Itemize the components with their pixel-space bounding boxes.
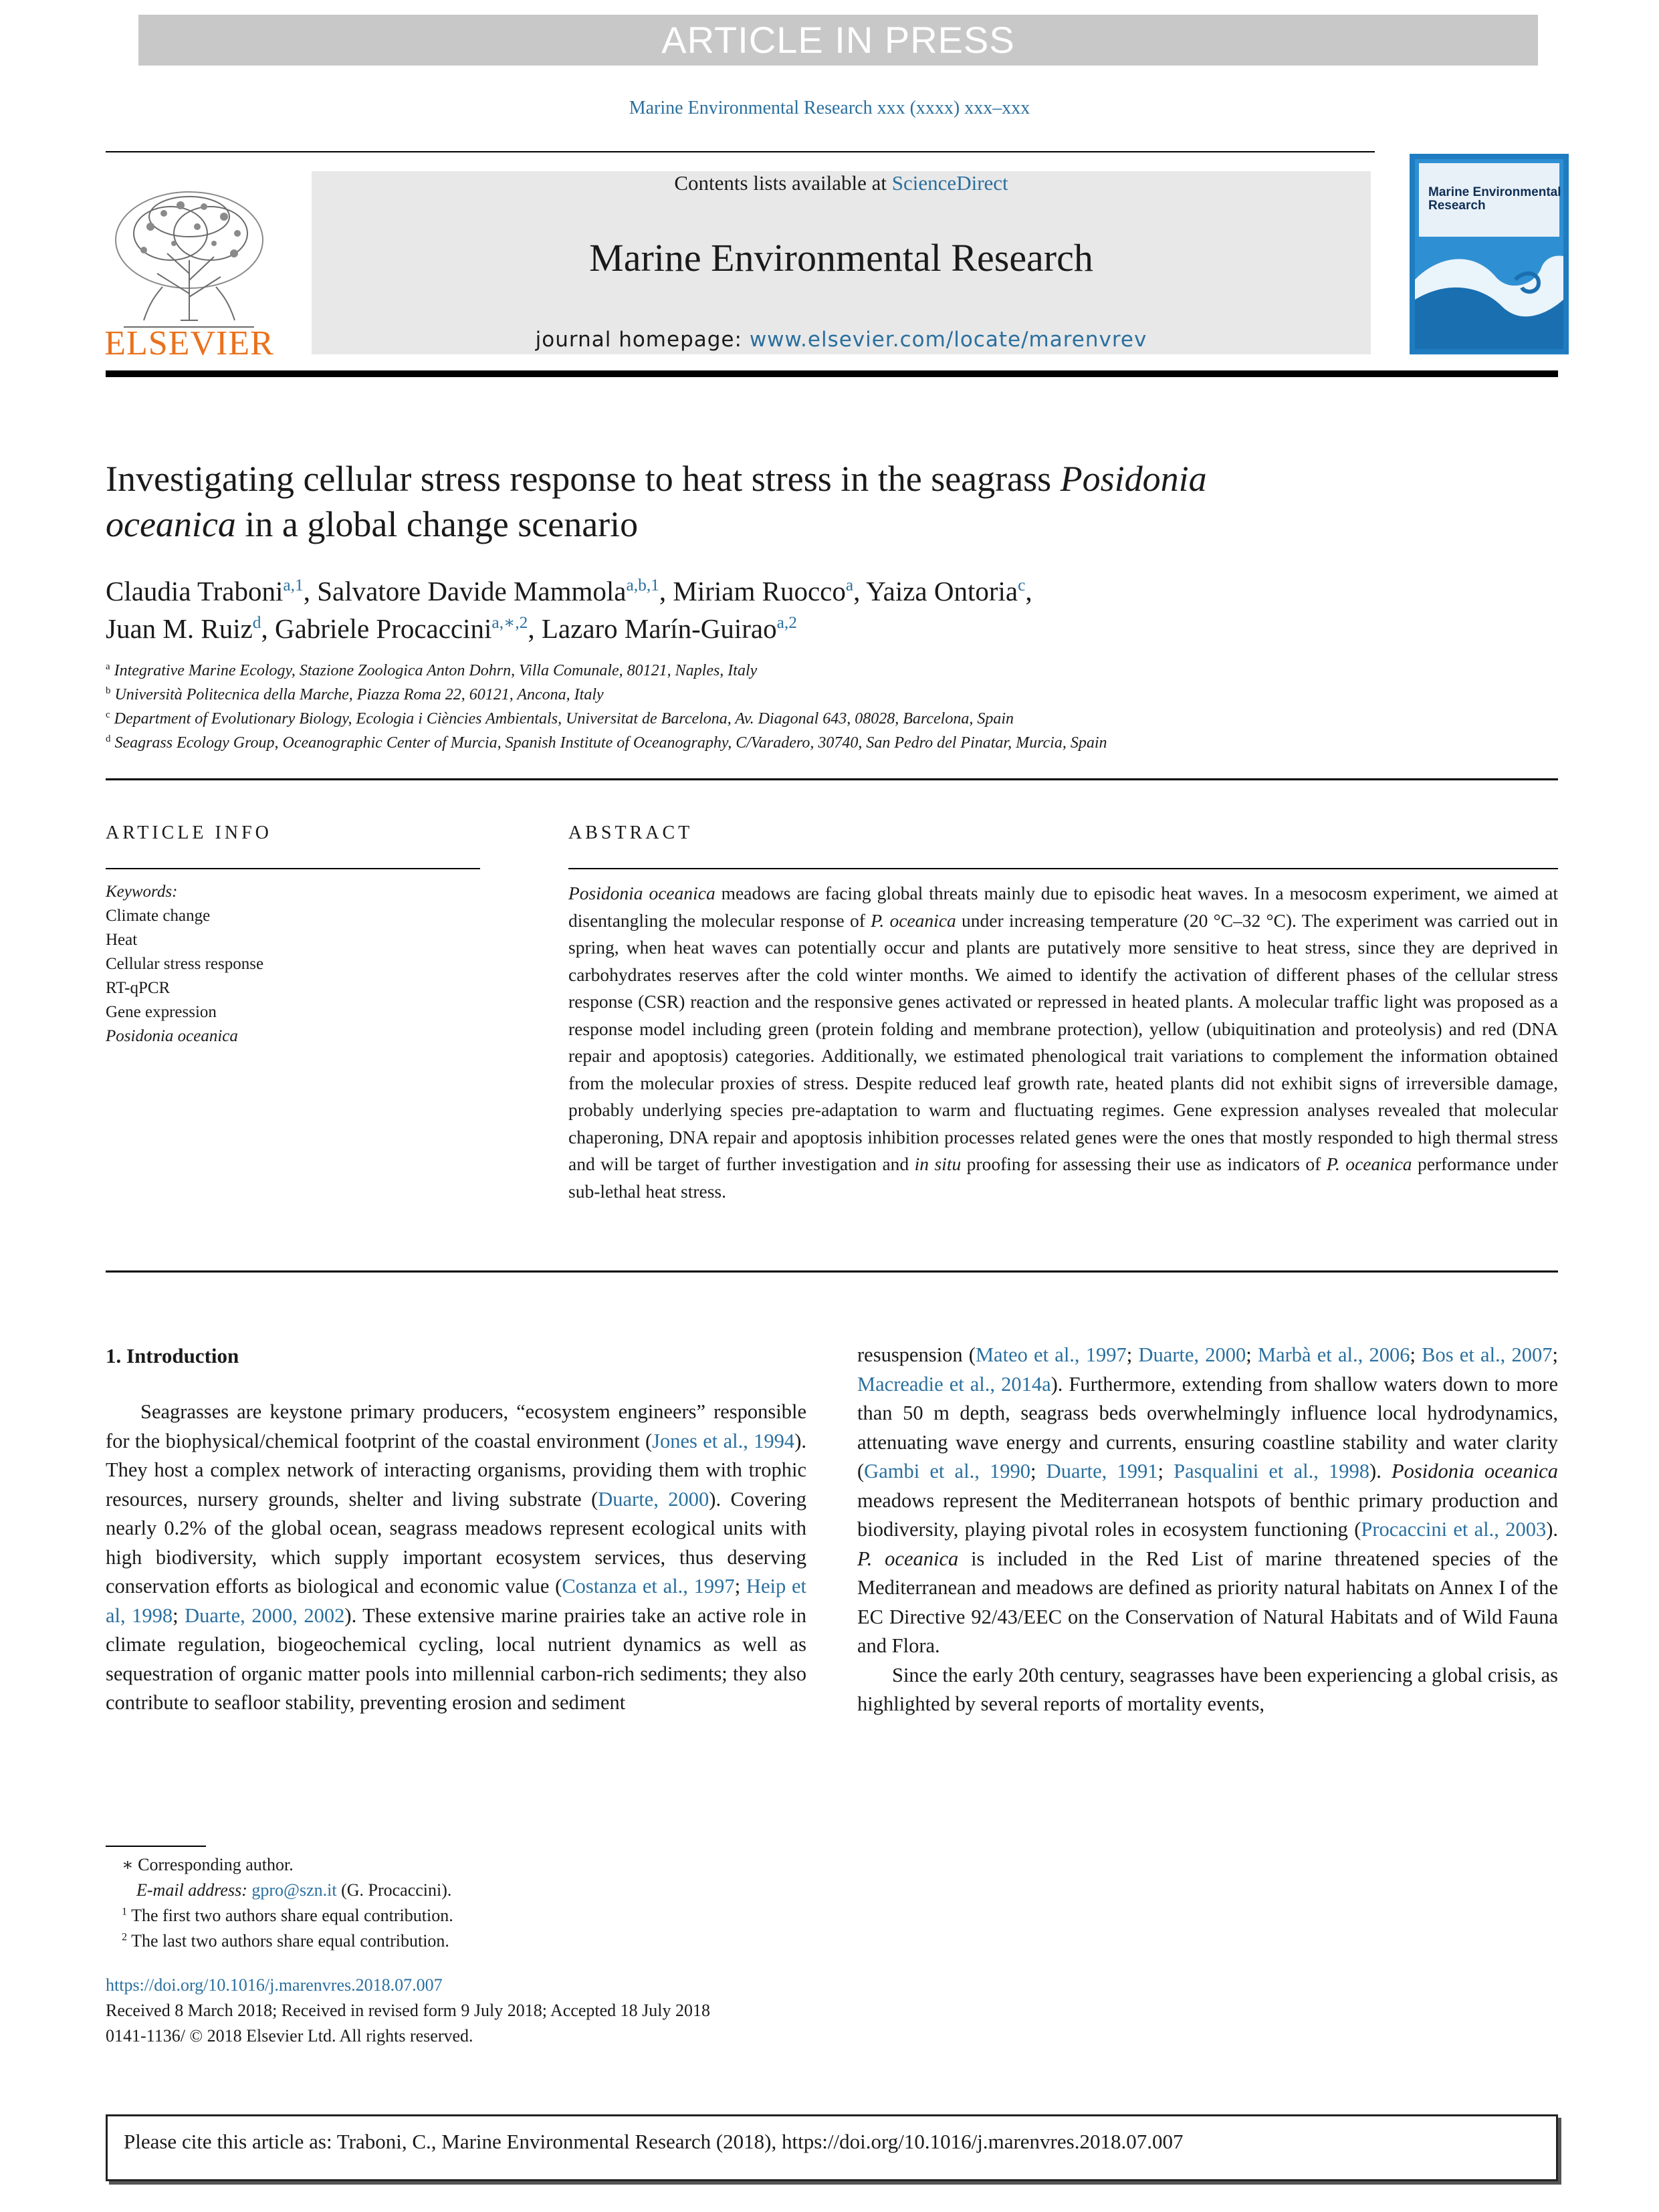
email-note: E-mail address: gpro@szn.it (G. Procaccini). [136,1880,452,1900]
citation-link[interactable]: Duarte, 2000, 2002 [185,1603,345,1627]
citation-link[interactable]: Bos et al., 2007 [1422,1343,1553,1366]
intro-right-column: resuspension (Mateo et al., 1997; Duarte, 2000; Marbà et al., 2006; Bos et al., 2007; Macreadie et al., 2014a). Furthermore, extending from shallow waters down to more than 50 m depth, seagrass beds overwhelmingly influence local hydrodynamics, attenuating wave energy and currents, ensuring coastline stability and water clarity (Gambi et al., 1990; Duarte, 1991; Pasqualini et al., 1998). Posidonia oceanica meadows represent the Mediterranean hotspots of benthic primary production and biodiversity, playing pivotal roles in ecosystem functioning (Procaccini et al., 2003). P. oceanica is included in the Red List of marine threatened species of the Mediterranean and meadows are defined as priority natural habitats on Annex I of the EC Directive 92/43/EEC on the Conservation of Natural Habitats and of Wild Fauna and Flora. Since the early 20th century, seagrasses have been experiencing a global crisis, as highlighted by several reports of mortality events, [857,1343,1559,1715]
journal-name: Marine Environmental Research [589,236,1093,280]
title-species: oceanica [106,504,236,544]
elsevier-wordmark: ELSEVIER [104,324,274,362]
citation-link[interactable]: Jones et al., 1994 [652,1429,795,1452]
affiliation-b: $^b$ Università Politecnica della Marche, Piazza Roma 22, 60121, Ancona, Italy [106,685,604,703]
keyword: RT-qPCR [106,979,171,997]
author-list: Claudia Traboni$^{a,1}$, Salvatore Davide Mammola$^{a,b,1}$, Miriam Ruocco$^a$, Yaiza Ontoria$^c$, Juan M. Ruiz$^d$, Gabriele Procaccini$^{a,∗,2}$, Lazaro Marín-Guirao$^{a,2}$ [106,575,1032,644]
affiliation-a: $^a$ Integrative Marine Ecology, Stazione Zoologica Anton Dohrn, Villa Comunale, 80121, Naples, Italy [106,661,758,679]
intro-left-column: Seagrasses are keystone primary producers, “ecosystem engineers” responsible for the biophysical/chemical footprint of the coastal environment (Jones et al., 1994). They host a complex network of interacting organisms, providing them with trophic resources, nursery grounds, shelter and living substrate (Duarte, 2000). Covering nearly 0.2% of the global ocean, seagrass meadows represent ecological units with high biodiversity, which supply important ecosystem services, thus deserving conservation efforts as biological and economic value (Costanza et al., 1997; Heip et al, 1998; Duarte, 2000, 2002). These extensive marine prairies take an active role in climate regulation, biogeochemical cycling, local nutrient dynamics as well as sequestration of organic matter pools into millennial carbon-rich sediments; they also contribute to seafloor stability, preventing erosion and sediment [106,1400,807,1714]
cover-wave-icon [1415,239,1563,349]
keyword: Heat [106,931,138,949]
citation-link[interactable]: Pasqualini et al., 1998 [1174,1460,1370,1482]
title-genus: Posidonia [1060,459,1207,499]
sciencedirect-link[interactable]: ScienceDirect [891,171,1008,195]
article-info-heading: ARTICLE INFO [106,822,272,843]
contents-line [312,171,1371,195]
journal-cover-thumbnail [1410,154,1569,354]
footnote-1: $^1$ The first two authors share equal contribution. [122,1906,453,1925]
footnote-2: $^2$ The last two authors share equal contribution. [122,1931,449,1951]
citation-link[interactable]: Costanza et al., 1997 [562,1575,735,1597]
section-heading-introduction: 1. Introduction [106,1344,239,1367]
author[interactable]: Lazaro Marín-Guirao$^{a,2}$ [541,613,797,644]
abstract-rule [568,868,1558,869]
contents-prefix: Contents lists available at [674,171,887,195]
article-in-press-banner: ARTICLE IN PRESS [138,15,1538,66]
title-line1: Investigating cellular stress response to heat stress in the seagrass [106,459,1052,499]
corresponding-author-note: ∗ Corresponding author. [122,1855,294,1874]
keyword: Posidonia oceanica [106,1027,238,1045]
title-line2: in a global change scenario [245,504,639,544]
article-title [106,456,1577,547]
header-bottom-rule [106,370,1558,377]
citation-link[interactable]: Heip et al, 1998 [106,1575,806,1627]
cover-title: Marine Environmental Research [1428,185,1561,213]
author[interactable]: Claudia Traboni$^{a,1}$ [106,575,304,606]
journal-homepage [312,328,1371,352]
cite-this-article-box [106,2114,1558,2181]
citation-link[interactable]: Mateo et al., 1997 [975,1343,1127,1366]
citation-link[interactable]: Marbà et al., 2006 [1257,1343,1410,1366]
homepage-prefix: journal homepage: [535,328,742,352]
header-top-rule [106,151,1375,152]
keyword: Gene expression [106,1003,217,1021]
abstract-bottom-rule [106,1270,1558,1273]
received-dates: Received 8 March 2018; Received in revised form 9 July 2018; Accepted 18 July 2018 [106,2001,711,2020]
journal-reference[interactable]: Marine Environmental Research xxx (xxxx) xxx–xxx [629,98,1030,118]
author[interactable]: Gabriele Procaccini$^{a,∗,2}$ [275,613,528,644]
citation-link[interactable]: Macreadie et al., 2014a [857,1372,1051,1396]
cite-text: Please cite this article as: Traboni, C., Marine Environmental Research (2018), https://doi.org/10.1016/j.marenvres.2018.07.007 [124,2130,1184,2153]
citation-link[interactable]: Duarte, 1991 [1046,1460,1158,1482]
abstract-heading: ABSTRACT [568,822,693,843]
article-info-rule [106,868,480,869]
doi-link[interactable]: https://doi.org/10.1016/j.marenvres.2018.07.007 [106,1975,443,1995]
citation-link[interactable]: Duarte, 2000 [598,1487,709,1511]
affiliation-d: $^d$ Seagrass Ecology Group, Oceanographic Center of Murcia, Spanish Institute of Oceanography, C/Varadero, 30740, San Pedro del Pinatar, Murcia, Spain [106,734,1107,752]
copyright: 0141-1136/ © 2018 Elsevier Ltd. All rights reserved. [106,2026,473,2045]
keywords-label: Keywords: [106,883,178,901]
affiliations-rule [106,778,1558,780]
author[interactable]: Salvatore Davide Mammola$^{a,b,1}$ [317,575,659,606]
author[interactable]: Yaiza Ontoria$^c$ [866,575,1026,606]
citation-link[interactable]: Duarte, 2000 [1138,1343,1246,1366]
footnote-rule [106,1846,206,1847]
citation-link[interactable]: Gambi et al., 1990 [864,1460,1031,1482]
citation-link[interactable]: Procaccini et al., 2003 [1361,1518,1547,1541]
keyword: Cellular stress response [106,955,264,973]
affiliation-c: $^c$ Department of Evolutionary Biology, Ecologia i Ciències Ambientals, Universitat de Barcelona, Av. Diagonal 643, 08028, Barcelona, Spain [106,709,1014,728]
email-link[interactable]: gpro@szn.it [251,1880,337,1900]
keyword: Climate change [106,907,211,925]
author[interactable]: Juan M. Ruiz$^d$ [106,613,261,644]
abstract-body: Posidonia oceanica meadows are facing global threats mainly due to episodic heat waves. In a mesocosm experiment, we aimed at disentangling the molecular response of P. oceanica under increasing temperature (20 °C–32 °C). The experiment was carried out in spring, when heat waves can potentially occur and plants are putatively more sensitive to heat stress, since they are deprived in carbohydrates reserves after the cold winter months. We aimed to identify the activation of different phases of the cellular stress response (CSR) reaction and the responsive genes activated or repressed in heated plants. A molecular traffic light was proposed as a response model including green (protein folding and membrane protection), yellow (ubiquitination and proteolysis) and red (DNA repair and apoptosis) categories. Additionally, we estimated phenological trait variations to complement the information obtained from the molecular proxies of stress. Despite reduced leaf growth rate, heated plants did not exhibit signs of irreversible damage, probably underlying species pre-adaptation to warm and fluctuating regimes. Gene expression analyses revealed that molecular chaperoning, DNA repair and apoptosis inhibition processes related genes were the ones that mostly responded to high thermal stress and will be target of further investigation and in situ proofing for assessing their use as indicators of P. oceanica performance under sub-lethal heat stress. [568,883,1558,1202]
homepage-link[interactable]: www.elsevier.com/locate/marenvrev [749,328,1147,352]
author[interactable]: Miriam Ruocco$^a$ [673,575,854,606]
